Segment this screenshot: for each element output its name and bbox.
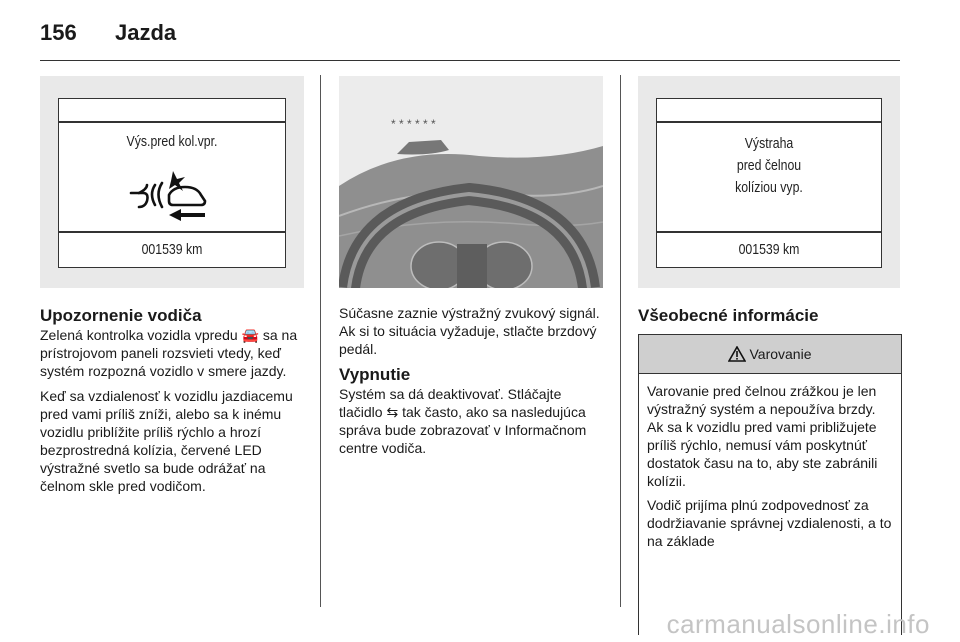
cluster-screen-off (656, 98, 882, 268)
chapter-title: Jazda (115, 20, 177, 45)
svg-text:* * * * * *: * * * * * * (391, 117, 436, 131)
warning-box (638, 334, 902, 635)
paragraph: Vodič prijíma plnú zodpovednosť za dodržiavanie správnej vzdialenosti, a to na základe (647, 497, 892, 549)
cluster-screen (58, 98, 286, 268)
paragraph: Keď sa vzdialenosť k vozidlu jazdiacemu pred vami príliš zníži, alebo sa k inému vozidlu priblížite príliš rýchlo a hrozí bezprostredná kolízia, červené LED výstražné svetlo sa bude odrážať na čelnom skle pred vodičom. (40, 388, 293, 494)
paragraph: Súčasne zaznie výstražný zvukový signál. Ak si to situácia vyžaduje, stlačte brzdový pedál. (339, 305, 600, 357)
warning-triangle-icon (728, 346, 746, 362)
warning-title: Varovanie (749, 346, 812, 362)
column-divider-2 (620, 75, 621, 607)
section-heading-deactivation: Vypnutie (339, 365, 411, 384)
warning-body (639, 374, 901, 550)
display-line-2: pred čelnou (736, 157, 802, 174)
display-line-3: kolíziou vyp. (735, 179, 803, 196)
display-message: Výs.pred kol.vpr. (126, 133, 218, 150)
collision-alert-icon (125, 165, 215, 225)
column-2-body (339, 304, 607, 464)
figure-windshield-led-reflection (339, 76, 603, 288)
paragraph: Zelená kontrolka vozidla vpredu 🚘 sa na prístrojovom paneli rozsvieti vtedy, keď systém rozpozná vozidlo v smere jazdy. (40, 327, 298, 379)
paragraph: Systém sa dá deaktivovať. Stláčajte tlačidlo ⇆ tak často, ako sa nasledujúca správa bude zobrazovať v Informačnom centre vodiča. (339, 386, 587, 456)
watermark: carmanualsonline.info (666, 609, 930, 639)
column-1-body (40, 326, 306, 502)
odometer-readout: 001539 km (738, 241, 800, 258)
column-divider-1 (320, 75, 321, 607)
odometer-readout: 001539 km (141, 241, 203, 258)
section-heading-driver-alert: Upozornenie vodiča (40, 306, 202, 325)
figure-collision-alert-display (40, 76, 304, 288)
display-line-1: Výstraha (744, 135, 794, 152)
header-divider (40, 60, 900, 61)
warning-header (639, 335, 901, 374)
figure-deactivated-display (638, 76, 900, 288)
page-number: 156 (40, 20, 77, 45)
paragraph: Varovanie pred čelnou zrážkou je len výstražný systém a nepoužíva brzdy. Ak sa k vozidlu pred vami približujete príliš rýchlo, nemusí vám poskytnúť dostatok času na to, aby ste zabránili kolízii. (647, 383, 878, 489)
section-heading-general-info: Všeobecné informácie (638, 306, 819, 325)
